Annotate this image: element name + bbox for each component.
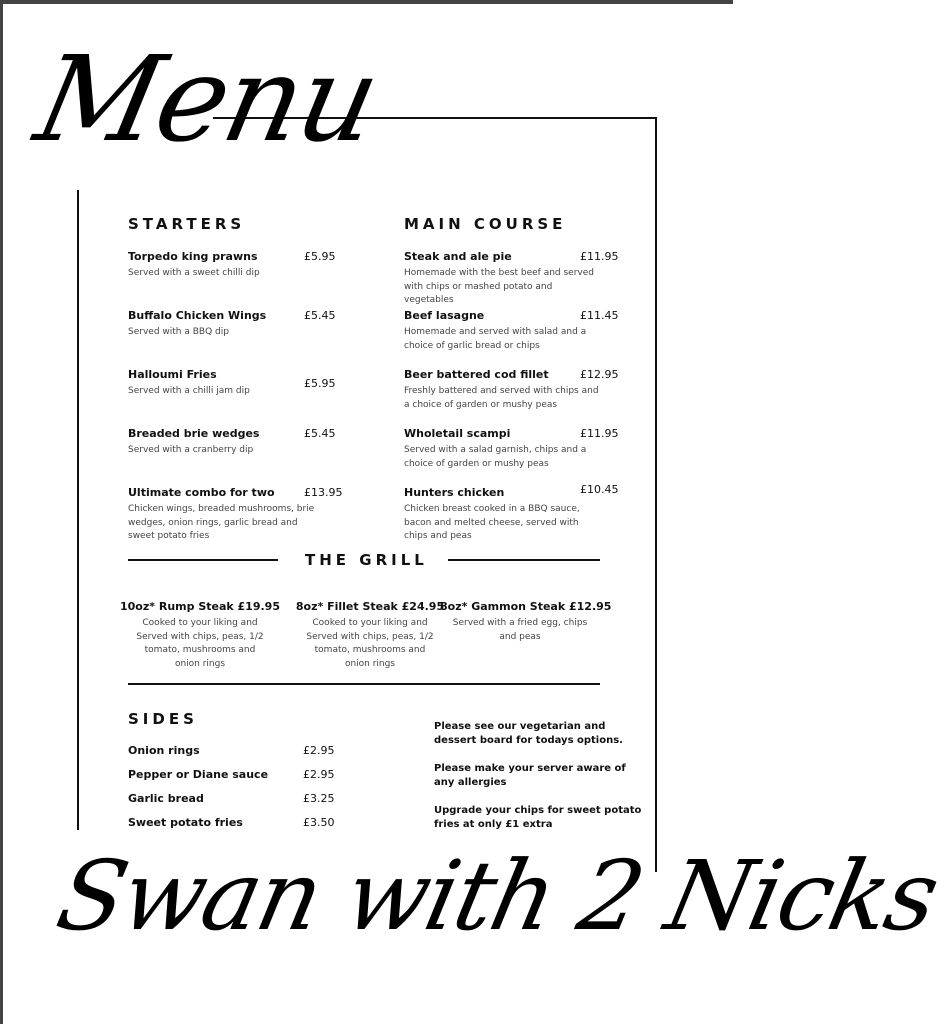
item-name: Hunters chicken	[404, 486, 505, 499]
page-edge-left	[0, 0, 3, 1024]
note-upgrade: Upgrade your chips for sweet potato fries at only £1 extra	[434, 805, 642, 830]
side-price: £2.95	[303, 744, 335, 757]
page-edge-top	[0, 0, 733, 4]
item-name: Beef lasagne	[404, 309, 485, 322]
grill-item-description: Cooked to your liking and Served with chips, peas, 1/2 tomato, mushrooms and onion rings	[136, 618, 264, 669]
item-name: Beer battered cod fillet	[404, 368, 549, 381]
starters-heading: STARTERS	[128, 215, 246, 233]
item-price: £5.95	[304, 377, 336, 390]
item-description: Served with a cranberry dip	[128, 445, 254, 455]
item-name: Torpedo king prawns	[128, 250, 258, 263]
item-name: Halloumi Fries	[128, 368, 217, 381]
menu-title: Menu	[25, 30, 390, 168]
grill-heading: THE GRILL	[305, 551, 428, 569]
item-price: £13.95	[304, 486, 343, 499]
sides-heading: SIDES	[128, 710, 198, 728]
item-description: Homemade with the best beef and served with chips or mashed potato and vegetables	[404, 268, 594, 305]
grill-item	[290, 600, 450, 671]
grill-item-description: Served with a fried egg, chips and peas	[452, 618, 588, 642]
side-price: £2.95	[303, 768, 335, 781]
note-allergies: Please make your server aware of any allergies	[434, 763, 626, 788]
item-description: Chicken breast cooked in a BBQ sauce, bacon and melted cheese, served with chips and peas	[404, 504, 580, 541]
item-price: £11.95	[580, 427, 619, 440]
item-name: Wholetail scampi	[404, 427, 511, 440]
item-description: Freshly battered and served with chips and a choice of garden or mushy peas	[404, 386, 599, 410]
side-name: Onion rings	[128, 744, 200, 757]
side-price: £3.50	[303, 816, 335, 829]
item-description: Served with a sweet chilli dip	[128, 268, 260, 278]
item-price: £10.45	[580, 483, 619, 496]
item-description: Homemade and served with salad and a choice of garlic bread or chips	[404, 327, 587, 351]
note-vegetarian: Please see our vegetarian and dessert board for todays options.	[434, 721, 623, 746]
sides-rule	[128, 683, 600, 685]
item-price: £5.45	[304, 427, 336, 440]
item-description: Chicken wings, breaded mushrooms, brie wedges, onion rings, garlic bread and sweet potato fries	[128, 504, 315, 541]
side-price: £3.25	[303, 792, 335, 805]
item-price: £11.45	[580, 309, 619, 322]
item-name: Ultimate combo for two	[128, 486, 275, 499]
grill-item-name: 8oz* Gammon Steak £12.95	[440, 600, 612, 613]
grill-item-name: 8oz* Fillet Steak £24.95	[295, 600, 445, 613]
grill-rule-left	[128, 559, 278, 561]
frame-line-right	[655, 117, 657, 872]
main-course-heading: MAIN COURSE	[404, 215, 567, 233]
item-name: Buffalo Chicken Wings	[128, 309, 267, 322]
grill-item	[120, 600, 280, 671]
venue-name: Swan with 2 Nicks	[48, 840, 947, 952]
side-name: Pepper or Diane sauce	[128, 768, 269, 781]
side-name: Sweet potato fries	[128, 816, 243, 829]
grill-rule-right	[448, 559, 600, 561]
item-description: Served with a salad garnish, chips and a choice of garden or mushy peas	[404, 445, 587, 469]
frame-line-left	[77, 190, 79, 830]
item-price: £5.95	[304, 250, 336, 263]
item-price: £12.95	[580, 368, 619, 381]
grill-item-description: Cooked to your liking and Served with chips, peas, 1/2 tomato, mushrooms and onion rings	[306, 618, 434, 669]
grill-item	[440, 600, 612, 644]
grill-item-name: 10oz* Rump Steak £19.95	[120, 600, 280, 613]
side-name: Garlic bread	[128, 792, 204, 805]
item-price: £5.45	[304, 309, 336, 322]
item-name: Breaded brie wedges	[128, 427, 260, 440]
item-description: Served with a chilli jam dip	[128, 386, 250, 396]
item-name: Steak and ale pie	[404, 250, 512, 263]
item-price: £11.95	[580, 250, 619, 263]
item-description: Served with a BBQ dip	[128, 327, 229, 337]
